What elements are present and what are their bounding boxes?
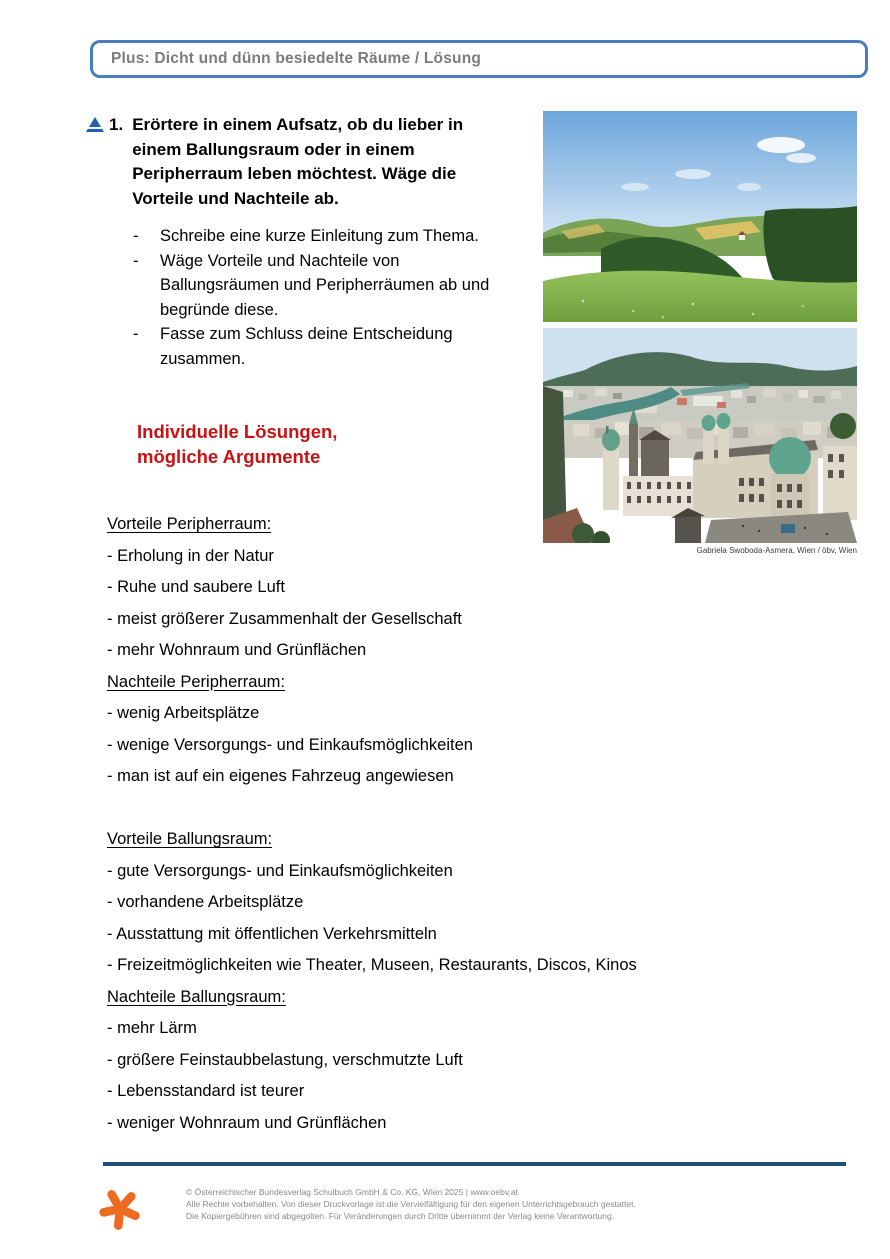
section-heading: Vorteile Ballungsraum: (107, 830, 273, 848)
list-item: - gute Versorgungs- und Einkaufsmöglichkeiten (107, 861, 453, 880)
list-item: - mehr Wohnraum und Grünflächen (107, 641, 367, 659)
list-item: - Freizeitmöglichkeiten wie Theater, Museen, Restaurants, Discos, Kinos (107, 956, 637, 974)
list-item: - wenige Versorgungs- und Einkaufsmöglichkeiten (107, 735, 473, 754)
task-1 (86, 113, 516, 371)
footer-divider (103, 1162, 846, 1166)
section-heading: Nachteile Ballungsraum: (107, 987, 286, 1006)
list-item: - wenig Arbeitsplätze (107, 704, 260, 722)
task-bullet: - Fasse zum Schluss deine Entscheidung zusammen. (133, 325, 453, 368)
page-title-box (90, 40, 868, 78)
task-instruction: Erörtere in einem Aufsatz, ob du lieber in einem Ballungsraum oder in einem Peripherraum leben möchtest. Wäge die Vorteile und Nachteile ab. (132, 115, 464, 208)
page-title: Plus: Dicht und dünn besiedelte Räume / Lösung (111, 50, 482, 67)
task-bullet: - Schreibe eine kurze Einleitung zum Thema. (133, 227, 479, 245)
difficulty-triangle-icon (86, 117, 104, 137)
list-item: - meist größerer Zusammenhalt der Gesellschaft (107, 609, 462, 628)
list-item: - vorhandene Arbeitsplätze (107, 893, 304, 911)
photo-column (543, 111, 857, 555)
arguments-list (107, 509, 827, 1139)
footer-line: © Österreichischer Bundesverlag Schulbuch GmbH & Co. KG, Wien 2025 | www.oebv.at (186, 1187, 518, 1197)
photo-credit: Gabriela Swoboda-Asmera, Wien / öbv, Wien (696, 546, 857, 555)
list-item: - weniger Wohnraum und Grünflächen (107, 1113, 387, 1132)
photo-rural-landscape (543, 111, 857, 322)
list-item: - größere Feinstaubbelastung, verschmutzte Luft (107, 1050, 463, 1069)
list-item: - Ruhe und saubere Luft (107, 578, 285, 596)
section-nachteile-ballungsraum (107, 982, 827, 1140)
list-item: - mehr Lärm (107, 1019, 197, 1037)
footer-copyright (186, 1186, 636, 1222)
section-heading: Nachteile Peripherraum: (107, 672, 285, 691)
oebv-logo-icon (98, 1183, 144, 1235)
list-item: - man ist auf ein eigenes Fahrzeug angewiesen (107, 767, 454, 785)
list-item: - Ausstattung mit öffentlichen Verkehrsmitteln (107, 924, 437, 943)
task-number: 1. (109, 115, 124, 134)
section-vorteile-peripherraum (107, 509, 827, 667)
section-vorteile-ballungsraum (107, 824, 827, 982)
task-bullet-list (133, 224, 516, 371)
section-nachteile-peripherraum (107, 667, 827, 793)
section-heading: Vorteile Peripherraum: (107, 515, 272, 533)
task-bullet: - Wäge Vorteile und Nachteile von Ballungsräumen und Peripherräumen ab und begründe diese. (133, 251, 490, 319)
footer-line: Alle Rechte vorbehalten. Von dieser Druckvorlage ist die Vervielfältigung für den eigenen Unterrichtsgebrauch gestattet. (186, 1199, 636, 1209)
list-item: - Erholung in der Natur (107, 546, 274, 565)
footer-line: Die Kopiergebühren sind abgegolten. Für Veränderungen durch Dritte übernimmt der Verlag keine Verantwortung. (186, 1211, 615, 1221)
solution-note: Individuelle Lösungen, mögliche Argumente (137, 421, 338, 467)
list-item: - Lebensstandard ist teurer (107, 1082, 305, 1100)
